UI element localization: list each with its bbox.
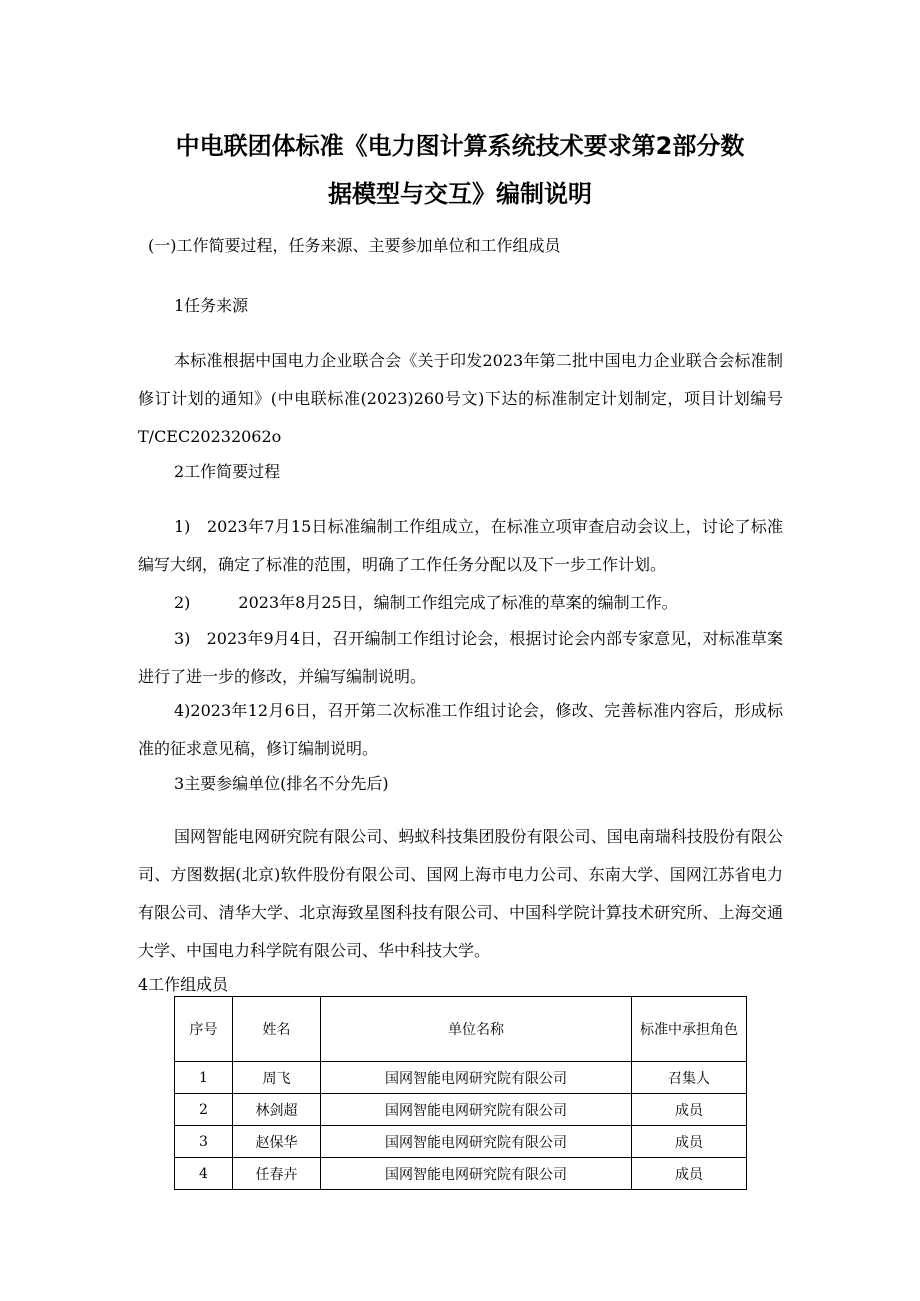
cell-no: 1 <box>175 1062 233 1094</box>
column-header-role: 标准中承担角色 <box>632 997 747 1062</box>
table-row <box>175 1062 747 1094</box>
cell-org: 国网智能电网研究院有限公司 <box>321 1158 632 1190</box>
table-row <box>175 1094 747 1126</box>
participants-heading: 3主要参编单位(排名不分先后) <box>174 774 389 793</box>
column-header-org: 单位名称 <box>321 997 632 1062</box>
cell-name: 周飞 <box>233 1062 321 1094</box>
cell-role: 成员 <box>632 1158 747 1190</box>
members-table <box>174 996 747 1190</box>
task-source-paragraph: 本标准根据中国电力企业联合会《关于印发2023年第二批中国电力企业联合会标准制修订计划的通知》(中电联标准(2023)260号文)下达的标准制定计划制定，项目计划编号T/CEC20232062o <box>138 351 783 446</box>
process-item-4: 4)2023年12月6日，召开第二次标准工作组讨论会，修改、完善标准内容后，形成标准的征求意见稿，修订编制说明。 <box>138 701 783 758</box>
column-header-name: 姓名 <box>233 997 321 1062</box>
cell-role: 成员 <box>632 1094 747 1126</box>
cell-no: 2 <box>175 1094 233 1126</box>
cell-no: 3 <box>175 1126 233 1158</box>
table-row <box>175 1158 747 1190</box>
process-item-2: 2) 2023年8月25日，编制工作组完成了标准的草案的编制工作。 <box>174 593 678 612</box>
members-heading: 4工作组成员 <box>138 975 229 994</box>
document-title-line-1: 中电联团体标准《电力图计算系统技术要求第2部分数 <box>175 132 745 160</box>
cell-name: 林剑超 <box>233 1094 321 1126</box>
participants-paragraph: 国网智能电网研究院有限公司、蚂蚁科技集团股份有限公司、国电南瑞科技股份有限公司、方图数据(北京)软件股份有限公司、国网上海市电力公司、东南大学、国网江苏省电力有限公司、清华大学、北京海致星图科技有限公司、中国科学院计算技术研究所、上海交通大学、中国电力科学院有限公司、华中科技大学。 <box>138 827 783 960</box>
process-heading: 2工作简要过程 <box>174 462 281 481</box>
cell-org: 国网智能电网研究院有限公司 <box>321 1126 632 1158</box>
document-title-line-2: 据模型与交互》编制说明 <box>328 180 592 208</box>
cell-no: 4 <box>175 1158 233 1190</box>
cell-role: 召集人 <box>632 1062 747 1094</box>
cell-role: 成员 <box>632 1126 747 1158</box>
cell-name: 赵保华 <box>233 1126 321 1158</box>
cell-name: 任春卉 <box>233 1158 321 1190</box>
cell-org: 国网智能电网研究院有限公司 <box>321 1062 632 1094</box>
task-source-heading: 1任务来源 <box>174 296 249 315</box>
table-header-row <box>175 997 747 1062</box>
section-heading: (一)工作简要过程，任务来源、主要参加单位和工作组成员 <box>148 236 561 255</box>
table-row <box>175 1126 747 1158</box>
process-item-3: 3) 2023年9月4日，召开编制工作组讨论会，根据讨论会内部专家意见，对标准草案进行了进一步的修改，并编写编制说明。 <box>138 629 783 686</box>
process-item-1: 1) 2023年7月15日标准编制工作组成立，在标准立项审查启动会议上，讨论了标准编写大纲，确定了标准的范围，明确了工作任务分配以及下一步工作计划。 <box>138 517 783 574</box>
cell-org: 国网智能电网研究院有限公司 <box>321 1094 632 1126</box>
column-header-no: 序号 <box>175 997 233 1062</box>
